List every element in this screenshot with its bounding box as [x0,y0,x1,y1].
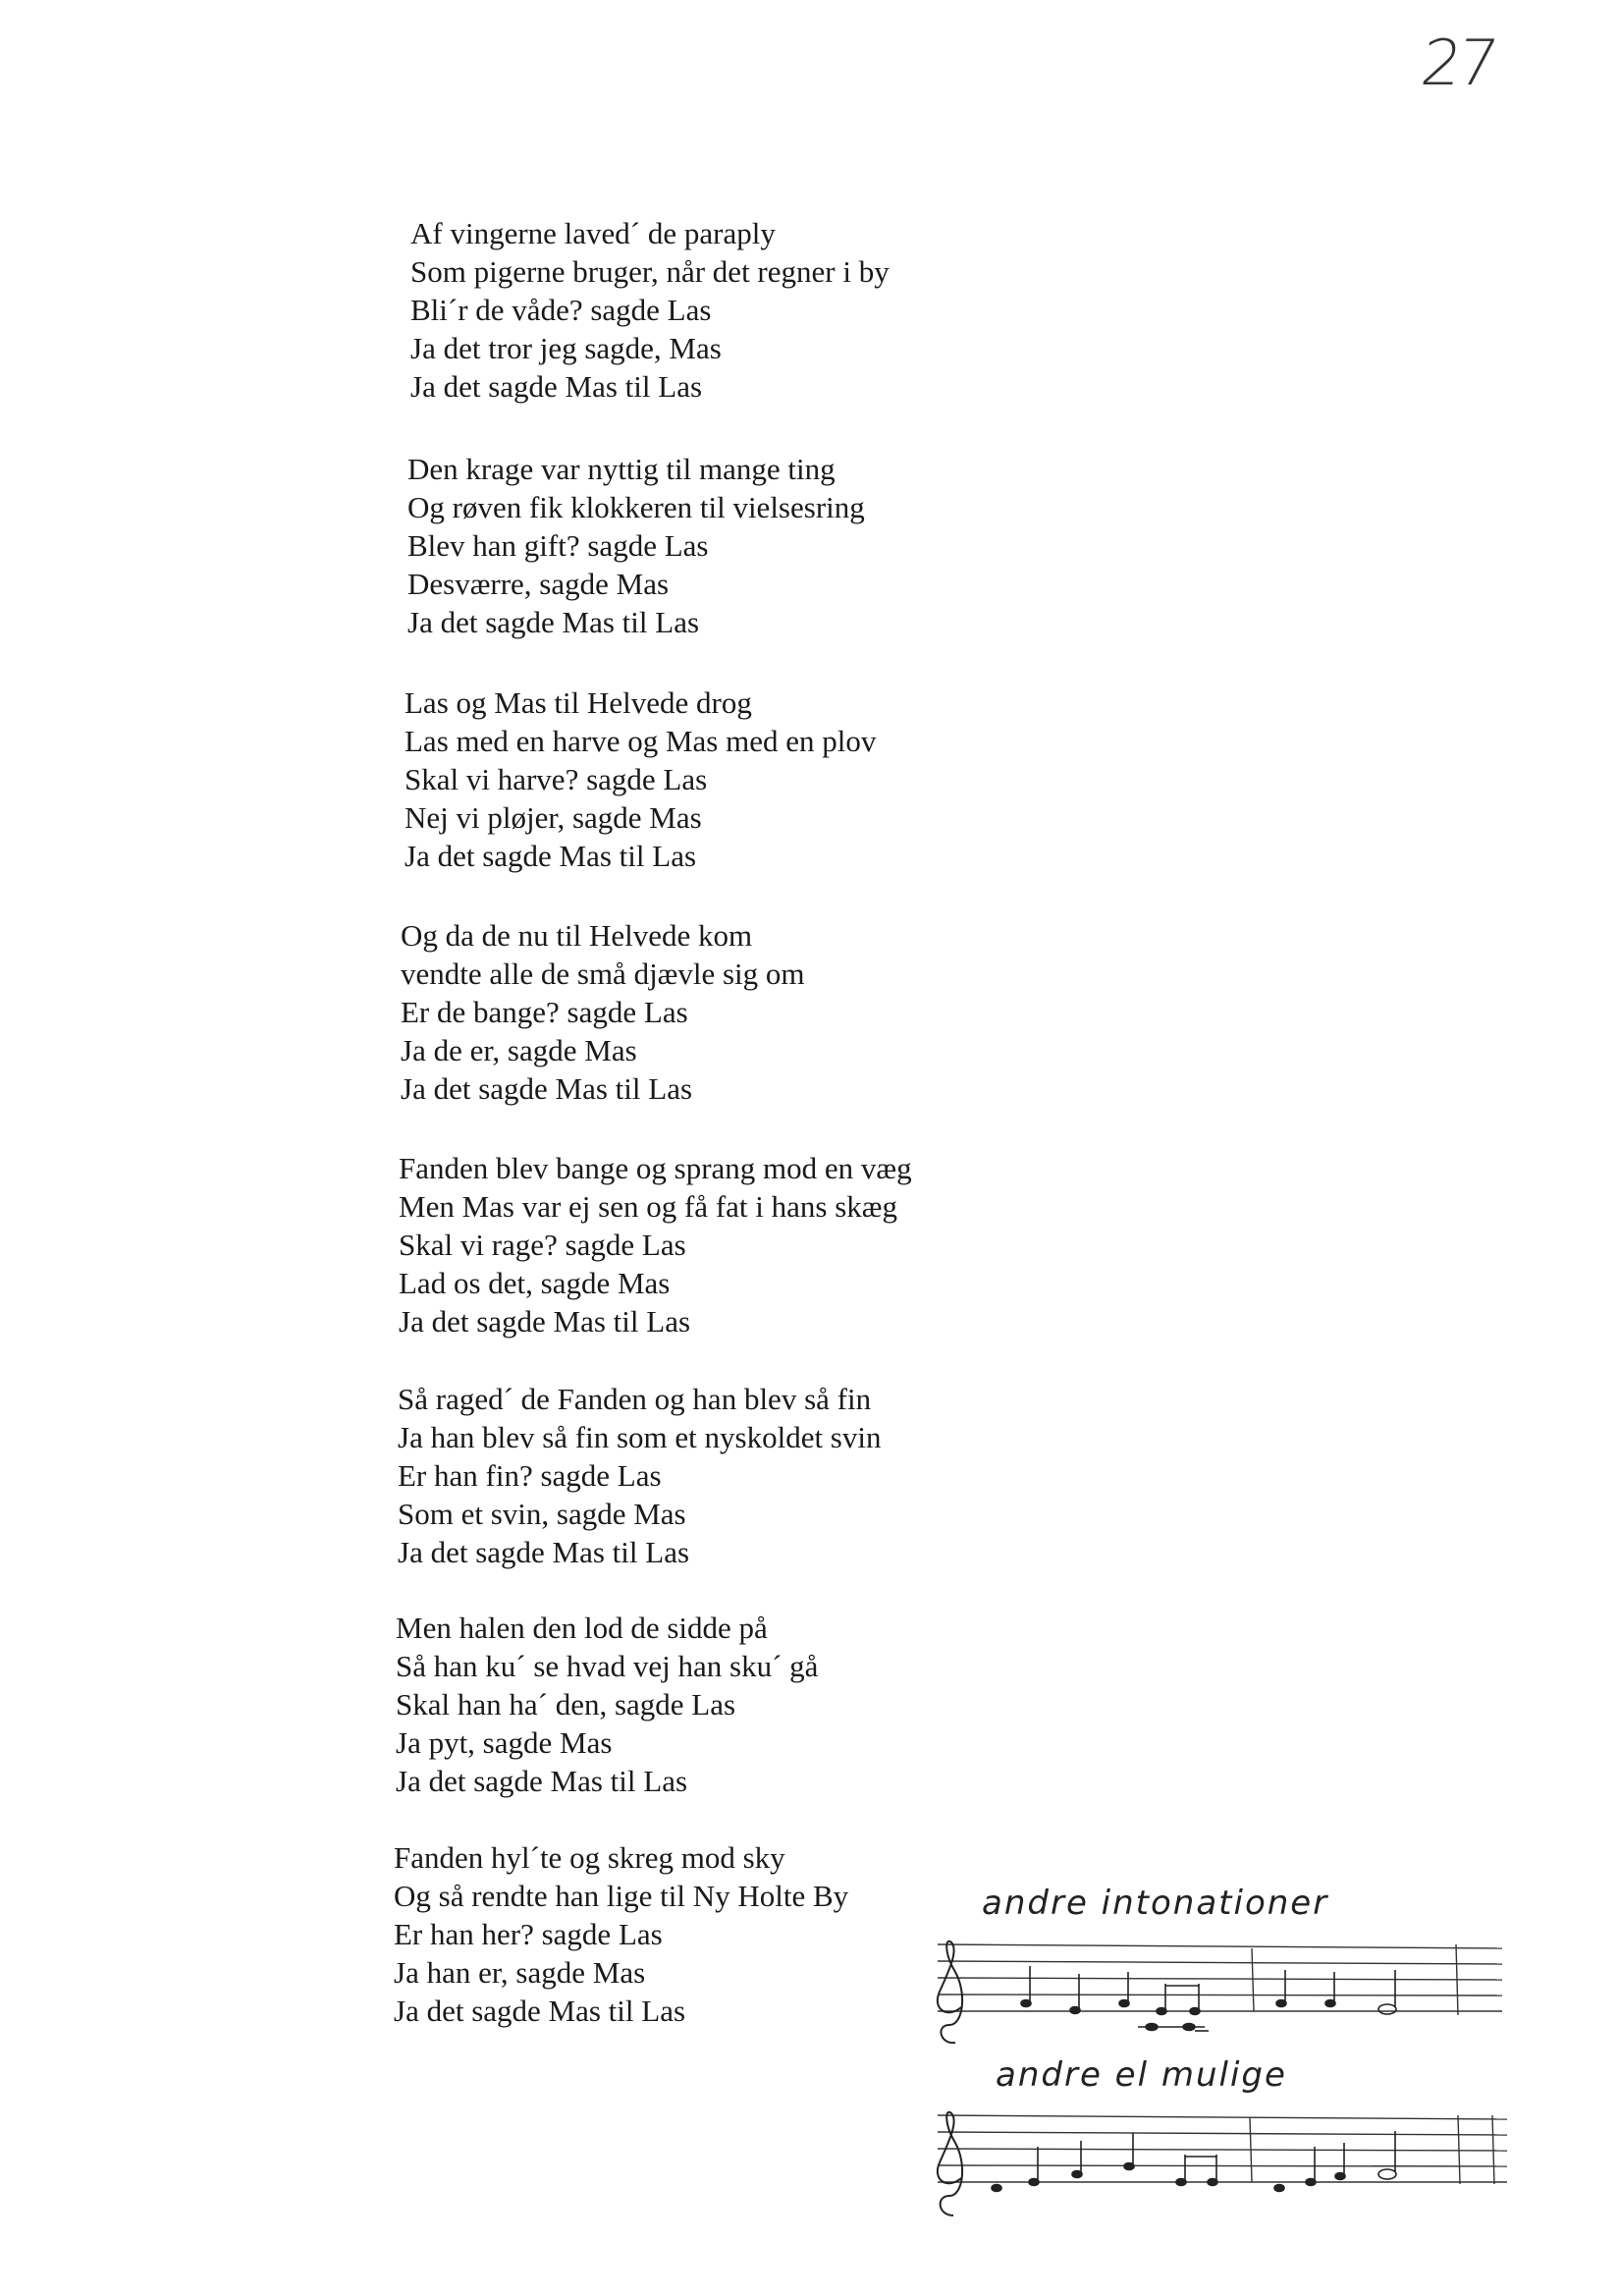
handwritten-label-intonations: andre intonationer [982,1884,1329,1923]
verse-line: Ja han blev så fin som et nyskoldet svin [398,1420,882,1454]
verse-line: Skal vi harve? sagde Las [405,762,708,796]
verse-line: Ja det sagde Mas til Las [407,605,700,639]
verse-line: Af vingerne laved´ de paraply [410,216,776,250]
music-staff-2 [918,2102,1517,2219]
verse-line: Skal han ha´ den, sagde Las [396,1687,736,1722]
verse-line: Og røven fik klokkeren til vielsesring [407,490,865,524]
verse-line: Er han fin? sagde Las [398,1458,662,1493]
treble-clef-icon [938,2112,962,2215]
verse-line: Ja det sagde Mas til Las [405,839,697,873]
verse-line: Den krage var nyttig til mange ting [407,452,836,486]
verse-line: Så han ku´ se hvad vej han sku´ gå [396,1649,819,1683]
verse-line: Men halen den lod de sidde på [396,1611,768,1645]
verse-line: Og da de nu til Helvede kom [401,918,753,953]
verse-line: Ja det sagde Mas til Las [398,1535,690,1569]
verse-line: Blev han gift? sagde Las [407,528,709,563]
verse-line: Las med en harve og Mas med en plov [405,724,877,758]
verse-line: Las og Mas til Helvede drog [405,685,752,720]
stanza-6 [398,1380,882,1571]
verse-line: Ja det sagde Mas til Las [396,1764,688,1798]
verse-line: Er han her? sagde Las [394,1917,663,1951]
verse-line: Ja pyt, sagde Mas [396,1725,613,1760]
verse-line: Så raged´ de Fanden og han blev så fin [398,1382,872,1416]
verse-line: Og så rendte han lige til Ny Holte By [394,1879,849,1913]
verse-line: Desværre, sagde Mas [407,567,670,601]
verse-line: Fanden hyl´te og skreg mod sky [394,1840,785,1875]
stanza-1 [410,214,890,406]
stanza-8 [394,1838,848,2030]
stanza-3 [405,683,876,875]
music-staff-1 [918,1935,1517,2057]
verse-line: Ja det sagde Mas til Las [410,369,703,404]
verse-line: Fanden blev bange og sprang mod en væg [399,1151,912,1185]
verse-line: Skal vi rage? sagde Las [399,1228,686,1262]
verse-line: Bli´r de våde? sagde Las [410,293,712,327]
verse-line: Ja det tror jeg sagde, Mas [410,331,722,365]
verse-line: Ja han er, sagde Mas [394,1955,646,1990]
verse-line: Ja det sagde Mas til Las [399,1304,691,1339]
stanza-4 [401,916,805,1108]
verse-line: Men Mas var ej sen og få fat i hans skæg [399,1189,897,1224]
verse-line: vendte alle de små djævle sig om [401,957,805,991]
verse-line: Som pigerne bruger, når det regner i by [410,254,890,289]
verse-line: Som et svin, sagde Mas [398,1497,686,1531]
verse-line: Nej vi pløjer, sagde Mas [405,800,702,835]
stanza-7 [396,1609,818,1800]
stanza-5 [399,1149,912,1340]
handwritten-label-alternatives: andre el mulige [996,2055,1287,2095]
page-number: 27 [1416,27,1499,100]
stanza-2 [407,450,865,641]
verse-line: Ja det sagde Mas til Las [401,1071,693,1106]
verse-line: Lad os det, sagde Mas [399,1266,671,1300]
verse-line: Er de bange? sagde Las [401,995,688,1029]
verse-line: Ja de er, sagde Mas [401,1033,637,1067]
verse-line: Ja det sagde Mas til Las [394,1994,686,2028]
treble-clef-icon [938,1941,962,2043]
